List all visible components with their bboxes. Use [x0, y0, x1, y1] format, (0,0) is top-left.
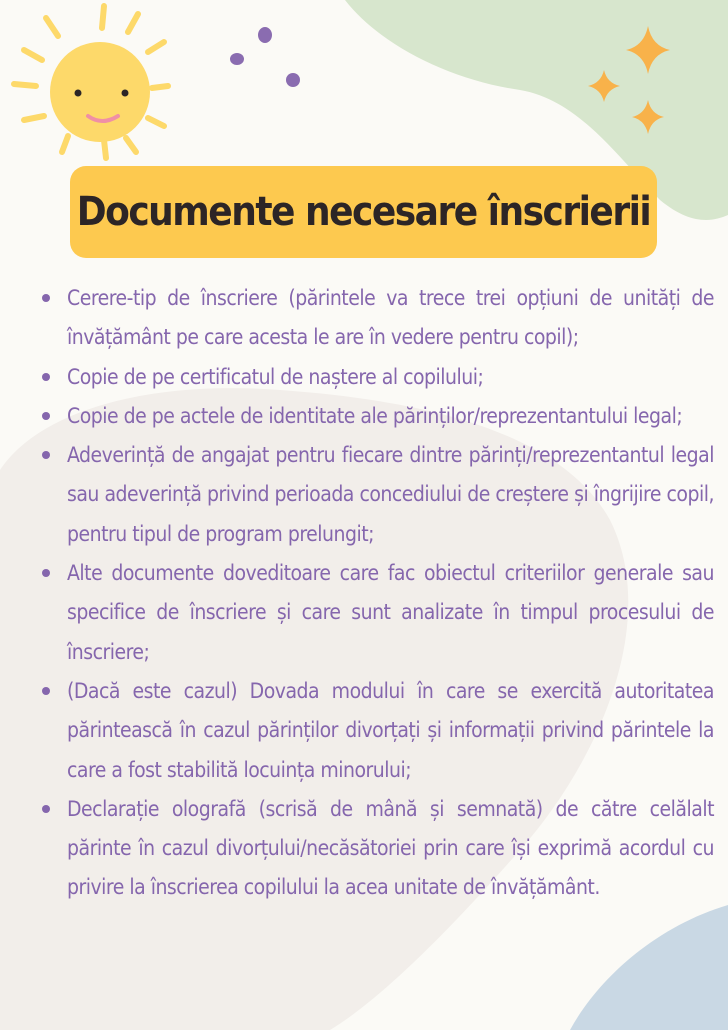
list-item: Cerere-tip de înscriere (părintele va trece trei opțiuni de unități de învățământ pe care acesta le are în vedere pentru copil); [40, 279, 714, 358]
list-item: (Dacă este cazul) Dovada modului în care se exercită autoritatea părintească în cazul părinților divorțați și informații privind părintele la care a fost stabilită locuința minorului; [40, 672, 714, 790]
sun-eye-right [122, 90, 129, 97]
list-item: Copie de pe actele de identitate ale părinților/reprezentantului legal; [40, 397, 714, 436]
title-banner [70, 166, 657, 258]
sun-eye-left [75, 90, 82, 97]
list-item: Adeverință de angajat pentru fiecare dintre părinți/reprezentantul legal sau adeverință privind perioada concediului de creștere și îngrijire copil, pentru tipul de program prelungit; [40, 436, 714, 554]
page-title: Documente necesare înscrierii [76, 189, 651, 235]
purple-dots [230, 27, 300, 87]
list-item: Copie de pe certificatul de naștere al copilului; [40, 358, 714, 397]
required-documents-list [40, 279, 714, 908]
blue-blob [570, 905, 728, 1030]
list-item: Declarație olografă (scrisă de mână și semnată) de către celălalt părinte în cazul divorțului/necăsătoriei prin care își exprimă acordul cu privire la înscrierea copilului la acea unitate de învățământ. [40, 790, 714, 908]
list-item: Alte documente doveditoare care fac obiectul criteriilor generale sau specifice de înscriere și care sunt analizate în timpul procesului de înscriere; [40, 554, 714, 672]
